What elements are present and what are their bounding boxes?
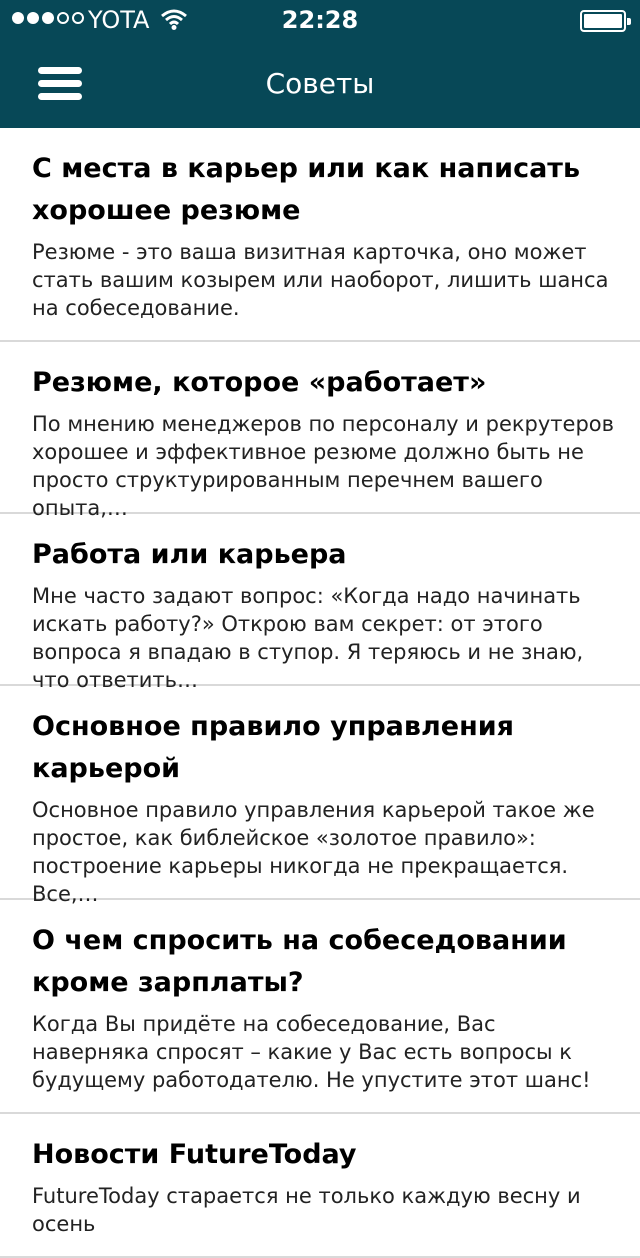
article-item[interactable] [0,686,640,906]
status-time: 22:28 [281,6,359,34]
article-item[interactable] [0,1114,640,1258]
article-summary: Основное правило управления карьерой такое же простое, как библейское «золотое правило»: построение карьеры никогда не прекращается. Все,… [32,798,595,906]
article-item[interactable] [0,900,640,1114]
article-title: Резюме, которое «работает» [32,367,487,398]
article-title: Новости FutureToday [32,1139,357,1170]
article-list [0,128,640,1236]
article-title: Основное правило управления карьерой [32,711,514,784]
app-header [0,0,640,128]
page-title: Советы [265,67,375,100]
article-summary: Мне часто задают вопрос: «Когда надо начинать искать работу?» Открою вам секрет: от этого вопроса я впадаю в ступор. Я теряюсь и не знаю, что ответить… [32,584,584,692]
article-summary: По мнению менеджеров по персоналу и рекрутеров хорошее и эффективное резюме должно быть не просто структурированным перечнем вашего опыта,… [32,412,615,520]
article-title: Работа или карьера [32,539,347,570]
article-summary: Когда Вы придёте на собеседование, Вас наверняка спросят – какие у Вас есть вопросы к будущему работодателю. Не упустите этот шанс! [32,1012,591,1092]
status-bar [0,0,640,40]
article-title: С места в карьер или как написать хорошее резюме [32,153,581,226]
article-item[interactable] [0,514,640,692]
article-item[interactable] [0,342,640,520]
article-summary: Резюме - это ваша визитная карточка, оно может стать вашим козырем или наоборот, лишить шанса на собеседование. [32,240,609,320]
carrier-name: YOTA [88,6,150,34]
battery-icon [580,10,626,32]
article-summary: FutureToday старается не только каждую весну и осень [32,1184,581,1236]
article-item[interactable] [0,128,640,342]
article-title: О чем спросить на собеседовании кроме зарплаты? [32,925,567,998]
